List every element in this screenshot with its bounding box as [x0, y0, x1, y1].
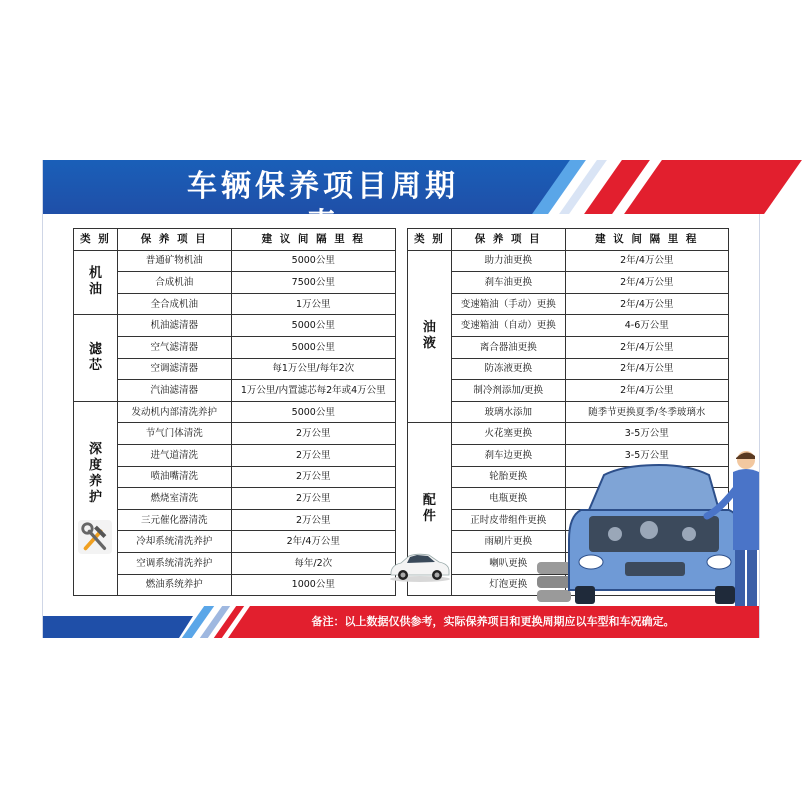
item-cell: 雨刷片更换	[451, 531, 565, 553]
item-cell: 灯泡更换	[451, 574, 565, 596]
item-cell: 正时皮带组件更换	[451, 509, 565, 531]
interval-cell: 4-6万公里	[565, 315, 728, 337]
interval-cell: 3-5万公里	[565, 444, 728, 466]
table-row	[74, 509, 396, 531]
footer-note: 备注：以上数据仅供参考，实际保养项目和更换周期应以车型和车况确定。	[311, 615, 675, 628]
table-row	[74, 466, 396, 488]
table-row	[74, 336, 396, 358]
table-row	[74, 380, 396, 402]
table-row	[74, 531, 396, 553]
interval-cell: 每年/2次	[231, 552, 395, 574]
interval-cell: 2年/4万公里	[565, 358, 728, 380]
interval-cell: 5000公里	[231, 315, 395, 337]
item-cell: 电瓶更换	[451, 488, 565, 510]
table-row	[74, 423, 396, 445]
item-cell: 燃油系统养护	[117, 574, 231, 596]
category-cell	[74, 250, 118, 315]
category-label: 配 件	[422, 493, 436, 525]
left-maintenance-table	[73, 228, 396, 596]
item-cell: 刹车边更换	[451, 444, 565, 466]
item-cell: 空气滤清器	[117, 336, 231, 358]
item-cell: 进气道清洗	[117, 444, 231, 466]
interval-cell: 随季节更换夏季/冬季玻璃水	[565, 401, 728, 423]
table-row	[408, 358, 729, 380]
interval-cell: 3-5万公里	[565, 423, 728, 445]
item-cell: 轮胎更换	[451, 466, 565, 488]
interval-cell: 5000公里	[231, 250, 395, 272]
category-label: 滤 芯	[88, 342, 102, 374]
car-icon	[387, 548, 453, 584]
interval-cell: 1万公里	[231, 293, 395, 315]
item-cell: 火花塞更换	[451, 423, 565, 445]
interval-cell: 5000公里	[231, 401, 395, 423]
interval-cell: 2万公里	[231, 466, 395, 488]
interval-cell: 2年/4万公里	[565, 380, 728, 402]
left-table-body	[74, 250, 396, 596]
header-interval: 建 议 间 隔 里 程	[565, 229, 728, 251]
interval-cell: 2万公里	[231, 509, 395, 531]
interval-cell: 2万公里	[231, 444, 395, 466]
table-row	[74, 444, 396, 466]
item-cell: 制冷剂添加/更换	[451, 380, 565, 402]
item-cell: 冷却系统清洗养护	[117, 531, 231, 553]
header-item: 保 养 项 目	[451, 229, 565, 251]
page-title: 车辆保养项目周期表	[187, 169, 459, 242]
item-cell: 普通矿物机油	[117, 250, 231, 272]
table-row	[74, 315, 396, 337]
table-row	[408, 401, 729, 423]
item-cell: 三元催化器清洗	[117, 509, 231, 531]
table-header-row	[74, 229, 396, 251]
interval-cell: 2年/4万公里	[231, 531, 395, 553]
item-cell: 喷油嘴清洗	[117, 466, 231, 488]
interval-cell: 2万公里	[231, 423, 395, 445]
interval-cell: 1000公里	[231, 574, 395, 596]
item-cell: 变速箱油（手动）更换	[451, 293, 565, 315]
table-header-row	[408, 229, 729, 251]
maintenance-poster	[42, 160, 760, 638]
item-cell: 空调系统清洗养护	[117, 552, 231, 574]
interval-cell: 每1万公里/每年2次	[231, 358, 395, 380]
table-row	[408, 423, 729, 445]
table-row	[74, 552, 396, 574]
header-interval: 建 议 间 隔 里 程	[231, 229, 395, 251]
category-label: 油 液	[422, 320, 436, 352]
category-label: 深 度 养 护	[88, 441, 102, 505]
table-row	[408, 293, 729, 315]
table-row	[74, 574, 396, 596]
item-cell: 空调滤清器	[117, 358, 231, 380]
header-category: 类 别	[408, 229, 452, 251]
item-cell: 节气门体清洗	[117, 423, 231, 445]
category-cell	[74, 401, 118, 595]
interval-cell: 2年/4万公里	[565, 250, 728, 272]
wrench-hammer-icon	[78, 520, 112, 554]
interval-cell: 5000公里	[231, 336, 395, 358]
item-cell: 机油滤清器	[117, 315, 231, 337]
item-cell: 刹车油更换	[451, 272, 565, 294]
table-row	[408, 272, 729, 294]
item-cell: 发动机内部清洗养护	[117, 401, 231, 423]
category-label: 机 油	[88, 266, 102, 298]
table-row	[74, 272, 396, 294]
table-row	[74, 358, 396, 380]
table-row	[408, 250, 729, 272]
item-cell: 离合器油更换	[451, 336, 565, 358]
item-cell: 汽油滤清器	[117, 380, 231, 402]
interval-cell: 2万公里	[231, 488, 395, 510]
item-cell: 变速箱油（自动）更换	[451, 315, 565, 337]
category-cell	[408, 250, 452, 423]
item-cell: 燃烧室清洗	[117, 488, 231, 510]
item-cell: 玻璃水添加	[451, 401, 565, 423]
table-row	[74, 293, 396, 315]
mechanic-car-illustration	[529, 450, 759, 610]
item-cell: 全合成机油	[117, 293, 231, 315]
table-row	[74, 401, 396, 423]
interval-cell: 1万公里/内置滤芯每2年或4万公里	[231, 380, 395, 402]
item-cell: 喇叭更换	[451, 552, 565, 574]
item-cell: 合成机油	[117, 272, 231, 294]
interval-cell: 2年/4万公里	[565, 336, 728, 358]
table-row	[408, 315, 729, 337]
category-cell	[74, 315, 118, 401]
item-cell: 助力油更换	[451, 250, 565, 272]
interval-cell: 7500公里	[231, 272, 395, 294]
item-cell: 防冻液更换	[451, 358, 565, 380]
header-category: 类 别	[74, 229, 118, 251]
table-row	[408, 336, 729, 358]
interval-cell: 2年/4万公里	[565, 293, 728, 315]
interval-cell: 2年/4万公里	[565, 272, 728, 294]
table-row	[408, 380, 729, 402]
footer-banner	[43, 606, 759, 638]
table-row	[74, 250, 396, 272]
table-row	[74, 488, 396, 510]
header-item: 保 养 项 目	[117, 229, 231, 251]
